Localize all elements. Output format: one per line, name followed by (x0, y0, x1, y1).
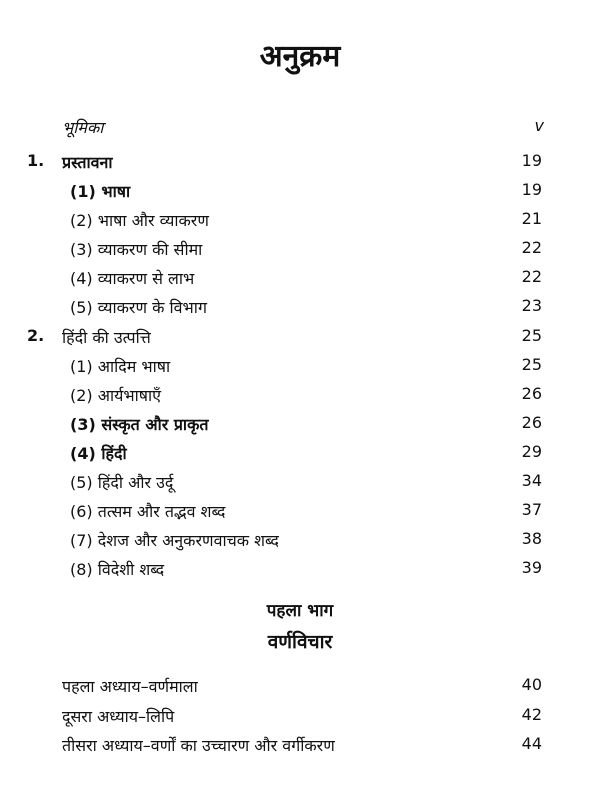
toc-page-number: 19 (521, 151, 542, 170)
toc-page-number: 26 (521, 384, 542, 403)
toc-page-number: 42 (521, 705, 542, 724)
toc-entry[interactable] (0, 442, 600, 470)
toc-entry[interactable] (0, 705, 600, 733)
toc-page-number: 19 (521, 180, 542, 199)
toc-page-number: 23 (521, 296, 542, 315)
toc-entry-preface[interactable] (0, 116, 600, 144)
toc-entry-label: पहला अध्याय–वर्णमाला (62, 677, 198, 696)
toc-page-number: 38 (521, 529, 542, 548)
toc-page-number: 37 (521, 500, 542, 519)
toc-entry-label: भूमिका (62, 118, 104, 137)
toc-entry[interactable] (0, 675, 600, 703)
toc-entry[interactable] (0, 209, 600, 237)
toc-page-number: 22 (521, 267, 542, 286)
toc-entry[interactable] (0, 734, 600, 762)
toc-chapter-2[interactable] (0, 326, 600, 354)
toc-entry-label: तीसरा अध्याय–वर्णों का उच्चारण और वर्गीकरण (62, 736, 335, 755)
toc-entry-label: (4) हिंदी (70, 444, 127, 463)
toc-page-number: 25 (521, 326, 542, 345)
toc-page-number: 39 (521, 558, 542, 577)
toc-page-number: 21 (521, 209, 542, 228)
toc-entry[interactable] (0, 413, 600, 441)
toc-entry[interactable] (0, 238, 600, 266)
toc-page-number: 34 (521, 471, 542, 490)
toc-entry[interactable] (0, 355, 600, 383)
toc-entry-label: (1) भाषा (70, 182, 131, 201)
toc-entry[interactable] (0, 529, 600, 557)
toc-page-number: v (534, 116, 544, 135)
toc-page-number: 40 (521, 675, 542, 694)
toc-page-number: 22 (521, 238, 542, 257)
toc-page-number: 25 (521, 355, 542, 374)
toc-entry[interactable] (0, 384, 600, 412)
toc-entry-label: (2) आर्यभाषाएँ (70, 386, 162, 405)
toc-entry-label: (6) तत्सम और तद्भव शब्द (70, 502, 226, 521)
toc-entry-label: (3) व्याकरण की सीमा (70, 240, 203, 259)
part-subheading: वर्णविचार (267, 631, 333, 653)
toc-entry[interactable] (0, 267, 600, 295)
toc-entry-label: (5) व्याकरण के विभाग (70, 298, 207, 317)
chapter-title: हिंदी की उत्पत्ति (62, 328, 151, 347)
toc-entry-label: (3) संस्कृत और प्राकृत (70, 415, 209, 434)
toc-entry-label: (8) विदेशी शब्द (70, 560, 165, 579)
toc-entry-label: (5) हिंदी और उर्दू (70, 473, 174, 492)
toc-entry[interactable] (0, 180, 600, 208)
toc-entry-label: (2) भाषा और व्याकरण (70, 211, 209, 230)
chapter-number: 2. (27, 326, 45, 345)
toc-entry-label: (7) देशज और अनुकरणवाचक शब्द (70, 531, 279, 550)
part-heading: पहला भाग (266, 601, 334, 621)
toc-entry-label: (4) व्याकरण से लाभ (70, 269, 195, 288)
toc-chapter-1[interactable] (0, 151, 600, 179)
toc-page-number: 29 (521, 442, 542, 461)
page-title: अनुक्रम (259, 39, 341, 74)
toc-entry[interactable] (0, 296, 600, 324)
chapter-number: 1. (27, 151, 45, 170)
toc-entry-label: (1) आदिम भाषा (70, 357, 171, 376)
toc-entry[interactable] (0, 471, 600, 499)
toc-entry[interactable] (0, 500, 600, 528)
toc-entry[interactable] (0, 558, 600, 586)
toc-page-number: 26 (521, 413, 542, 432)
toc-page-number: 44 (521, 734, 542, 753)
chapter-title: प्रस्तावना (62, 153, 113, 172)
toc-entry-label: दूसरा अध्याय–लिपि (62, 707, 175, 726)
